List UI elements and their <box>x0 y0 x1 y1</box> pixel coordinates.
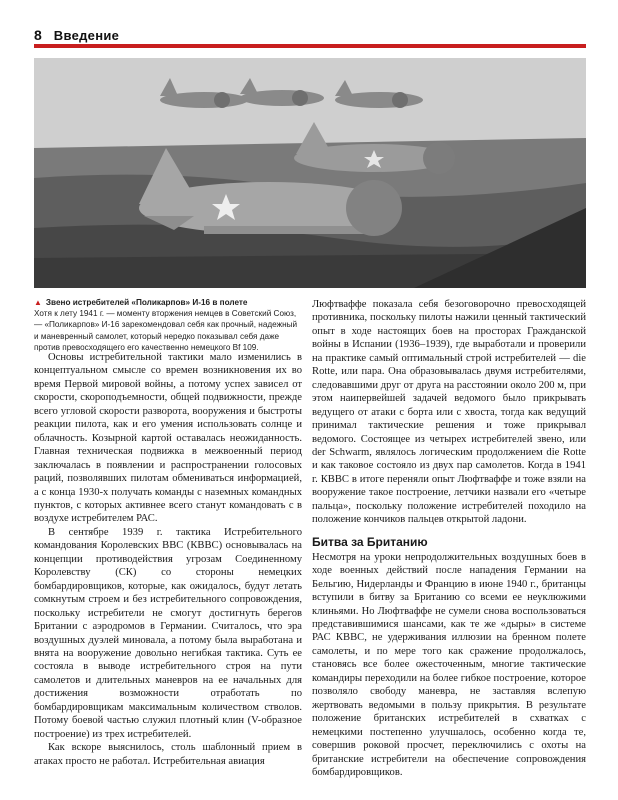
caption-title <box>34 297 302 308</box>
photo-caption <box>34 297 302 353</box>
body-paragraph: В сентябре 1939 г. тактика Истребительного командования Королевских ВВС (КВВС) основывалась на концепции противодействия угрозам Соединенному Королевству (СК) со стороны немецких бомбардировщиков, которые, как ожидалось, будут летать сомкнутым строем и без истребительного сопровождения, поскольку истребители не смогут достигнуть берегов Британии с аэродромов в Германии. Считалось, что эра воздушных дуэлей миновала, а потому была выработана и внята на вооружение довольно негибкая тактика. Суть ее состояла в выводе истребительного строя на пути самолетов и длительных маневров на ее начальных для достижения возможности отработать по бомбардировщикам максимальным количеством стволов. Потому боевой частью служил плотный клин (V-образное построение) из трех истребителей. <box>34 526 302 740</box>
header-rule <box>34 44 586 48</box>
body-paragraph: Несмотря на уроки непродолжительных воздушных боев в ходе военных действий после нападения Германии на Бельгию, Нидерланды и Францию в июне 1940 г., британцы вступили в битву за Британию со всеми ее неуклюжими клиньями. Но Люфтваффе не сумели снова воспользоваться представившимися шансами, как те же «дыры» в системе РАС КВВС, не удерживания иллюзии на бренном полете самолеты, и по мере того как сражение продолжалось, становясь все более ожесточенным, многие тактические командиры переходили на более гибкое построение, которое позволяло свободу маневра, не заставляя вслепую жертвовать ведомыми в пользу прикрытия. В результате положение британских истребителей в схватках с немецкими постепенно улучшалось, особенно когда те, совершив роковой просчет, переключились с охоты на британские истребители на обеспечение сопровождения бомбардировщиков. <box>312 551 586 778</box>
running-head-title: Введение <box>53 27 120 43</box>
caption-title-text: Звено истребителей «Поликарпов» И-16 в полете <box>45 298 248 307</box>
section-heading: Битва за Британию <box>312 534 428 549</box>
page-header <box>34 26 586 44</box>
caption-text: Хотя к лету 1941 г. — моменту вторжения немцев в Советский Союз, — «Поликарпов» И-16 зарекомендовал себя как прочный, надежный и маневренный самолет, который нередко показывал себя даже против превосходящего его качественно немецкого Bf 109. <box>34 309 298 352</box>
page-number: 8 <box>34 27 42 43</box>
left-column <box>34 351 302 768</box>
body-paragraph: Люфтваффе показала себя безоговорочно превосходящей противника, поскольку пилоты нажили ценный тактический опыт в ходе настоящих боев на просторах Гражданской войны в Испании (1936–1939), где выработали и проверили на практике самый оптимальный строй истребителей — die Rotte, или пара. Она образовывалась двумя истребителями, следовавшими друг от друга на расстоянии около 200 м, при этом наипервейшей задачей ведомого было прикрывать ведущего от атаки с борта или с хвоста, тогда как ведущий принимал тактические решения и тоже прикрывал ведомого. Состоящее из четырех истребителей звено, или der Schwarm, являлось логическим продолжением die Rotte и как таковое состояло из двух пар самолетов. Когда в 1941 г. КВВС в итоге переняли опыт Люфтваффе и тоже взяли на вооружение такое построение, летчики назвали его «четыре пальца», поскольку положение истребителей походило на положение кончиков пальцев открытой ладони. <box>312 299 586 526</box>
body-paragraph: Основы истребительной тактики мало изменились в концептуальном смысле со времен возникновения их во время Первой мировой войны, а потому успех зависел от скорости, скороподъемности, общей подвижности, прежде всего угловой скорости разворота, вооружения и быстроты реакции пилота, как и его умения использовать солнце и облачность. Козырной картой оставалась неожиданность. Главная техническая подвижка в межвоенный период заключалась в появлении и распространении голосовых раций, позволявших пилотам обмениваться информацией, а с конца 1930-х получать команды с наземных командных пунктов, с которых активнее всего станут командовать с в воздухе истребителем РАС. <box>34 352 302 525</box>
caption-triangle-icon: ▲ <box>34 298 42 307</box>
body-paragraph: Как вскоре выяснилось, столь шаблонный прием в атаках просто не работал. Истребительная авиация <box>34 742 302 767</box>
i16-formation-photo <box>34 58 586 288</box>
right-column <box>312 298 586 779</box>
